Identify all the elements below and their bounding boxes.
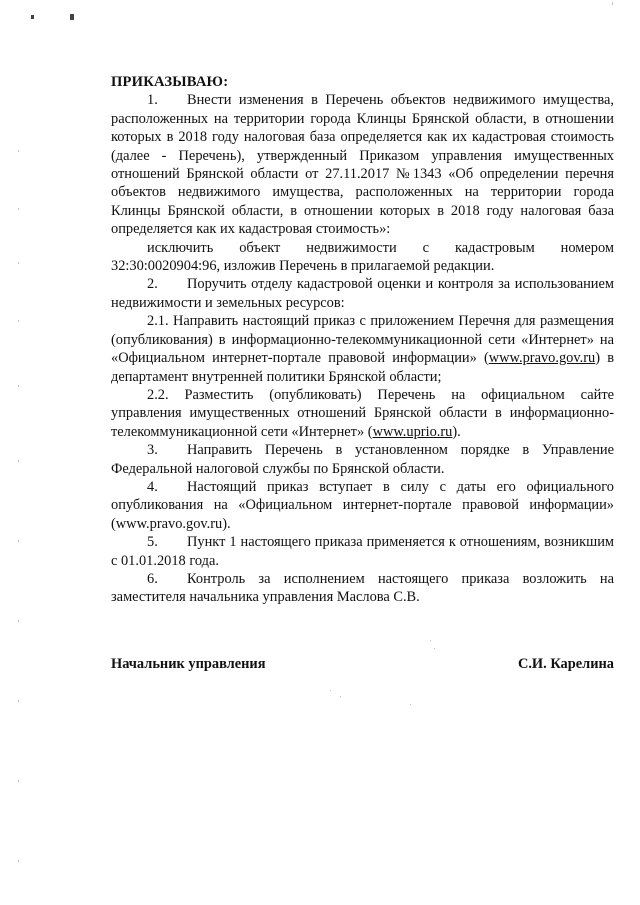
item-2-1 — [111, 312, 614, 386]
item-2-text: Поручить отделу кадастровой оценки и контроля за использованием недвижимости и земельных ресурсов: — [111, 276, 614, 311]
speck — [434, 648, 435, 649]
item-2 — [111, 275, 614, 312]
speck — [18, 540, 19, 542]
item-6-number: 6. — [147, 570, 158, 587]
signatory-name: С.И. Карелина — [517, 656, 614, 672]
speck — [330, 690, 331, 691]
speck — [18, 320, 19, 322]
speck — [18, 150, 19, 152]
item-4-number: 4. — [147, 478, 158, 495]
speck — [18, 780, 19, 782]
speck — [18, 385, 19, 387]
order-heading: ПРИКАЗЫВАЮ: — [111, 74, 229, 90]
speck — [410, 704, 411, 705]
item-3 — [111, 441, 614, 478]
item-1-sub: исключить объект недвижимости с кадастровым номером 32:30:0020904:96, изложив Перечень в прилагаемой редакции. — [111, 239, 614, 275]
item-2-1-suffix: ) в департамент внутренней политики Брянской области; — [111, 350, 614, 385]
speck — [430, 640, 431, 641]
item-2-1-prefix: 2.1. Направить настоящий приказ с приложением Перечня для размещения (опубликования) в информационно-телекоммуникационной сети «Интернет» на «Официальном интернет-портале правовой информации» ( — [111, 313, 614, 367]
item-4 — [111, 478, 614, 533]
item-6-text: Контроль за исполнением настоящего приказа возложить на заместителя начальника управления Маслова С.В. — [111, 570, 614, 606]
item-5-text: Пункт 1 настоящего приказа применяется к отношениям, возникшим с 01.01.2018 года. — [111, 534, 614, 569]
item-2-2-suffix: ). — [452, 423, 461, 440]
order-body — [111, 73, 614, 607]
speck — [340, 696, 341, 697]
pravo-link[interactable]: www.pravo.gov.ru — [488, 350, 596, 367]
item-3-text: Направить Перечень в установленном порядке в Управление Федеральной налоговой службы по Брянской области. — [111, 442, 614, 477]
speck — [18, 860, 19, 862]
speck — [18, 620, 19, 622]
item-5-number: 5. — [147, 534, 158, 551]
scan-mark — [31, 15, 34, 19]
item-2-2 — [111, 386, 614, 441]
item-6 — [111, 570, 614, 607]
speck — [18, 460, 19, 462]
item-1-number: 1. — [147, 92, 158, 109]
item-2-number: 2. — [147, 276, 158, 293]
speck — [612, 2, 613, 5]
signatory-position: Начальник управления — [111, 656, 266, 672]
item-3-number: 3. — [147, 442, 158, 459]
item-4-text: Настоящий приказ вступает в силу с даты его официального опубликования на «Официальном интернет-портале правовой информации» (www.pravo.gov.ru). — [111, 478, 614, 532]
speck — [18, 700, 19, 702]
top-left-marks — [31, 14, 74, 20]
item-1 — [111, 91, 614, 238]
item-2-2-prefix: 2.2. Разместить (опубликовать) Перечень на официальном сайте управления имущественных отношений Брянской области в информационно-телекоммуникационной сети «Интернет» ( — [111, 386, 614, 440]
scan-mark — [70, 14, 74, 20]
speck — [18, 208, 19, 210]
item-1-text: Внести изменения в Перечень объектов недвижимого имущества, расположенных на территории города Клинцы Брянской области, в отношении которых в 2018 году налоговая база определяется как их кадастровая стоимость (далее - Перечень), утвержденный Приказом управления имущественных отношений Брянской области от 27.11.2017 №1343 «Об определении перечня объектов недвижимого имущества, расположенных на территории города Клинцы Брянской области, в отношении которых в 2018 году налоговая база определяется как их кадастровая стоимость»: — [111, 92, 614, 238]
item-5 — [111, 533, 614, 570]
uprio-link[interactable]: www.uprio.ru — [372, 423, 453, 440]
speck — [18, 262, 19, 264]
